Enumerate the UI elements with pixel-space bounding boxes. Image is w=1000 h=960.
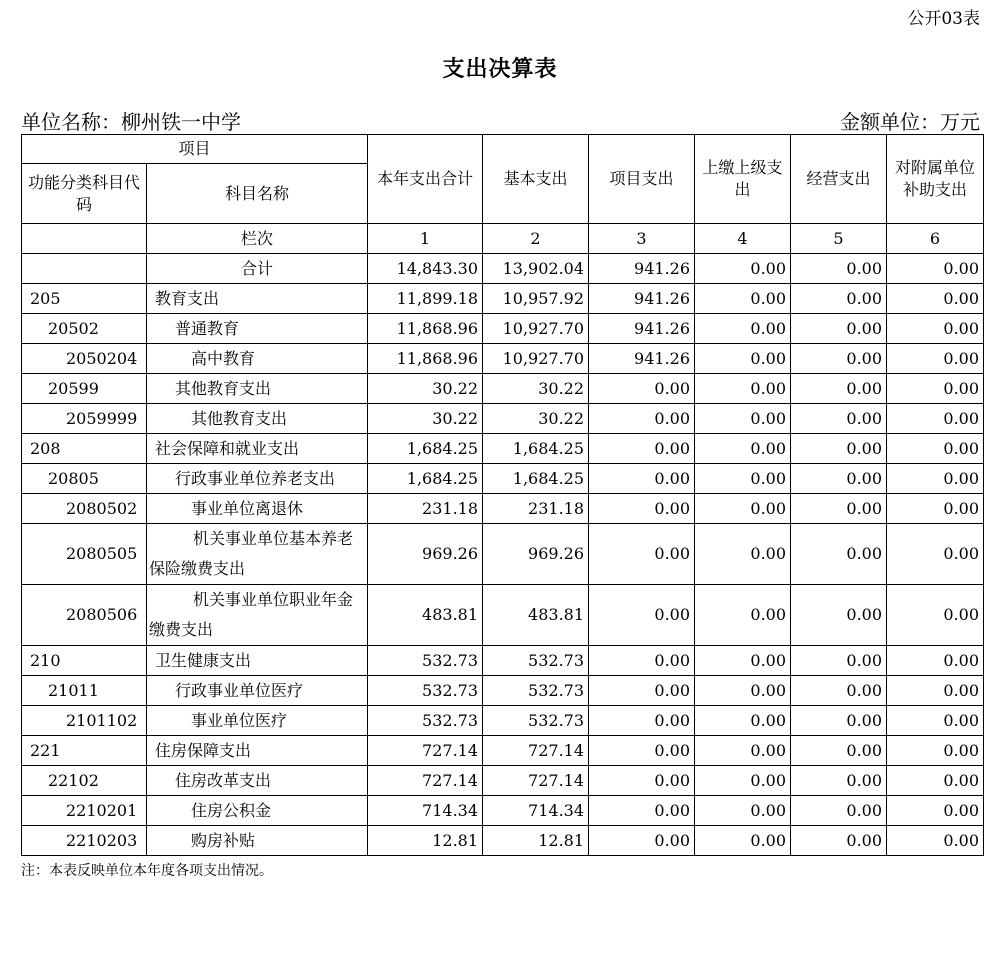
table-row [22, 284, 984, 314]
row-value-col-3: 0.00 [589, 706, 695, 736]
row-code: 2080506 [22, 585, 147, 646]
table-row [22, 434, 984, 464]
row-value-col-3: 0.00 [589, 404, 695, 434]
row-value-col-2: 969.26 [483, 524, 589, 585]
header-code: 功能分类科目代码 [22, 164, 147, 224]
row-value-col-2: 727.14 [483, 736, 589, 766]
header-project: 项目 [22, 135, 368, 164]
row-name: 其他教育支出 [147, 404, 368, 434]
row-value-col-6: 0.00 [887, 494, 984, 524]
row-name: 高中教育 [147, 344, 368, 374]
header-col-5: 经营支出 [791, 135, 887, 224]
row-value-col-1: 30.22 [368, 374, 483, 404]
index-6: 6 [887, 224, 984, 254]
row-value-col-4: 0.00 [695, 585, 791, 646]
row-value-col-6: 0.00 [887, 254, 984, 284]
row-code: 21011 [22, 676, 147, 706]
row-name: 教育支出 [147, 284, 368, 314]
header-col-4: 上缴上级支出 [695, 135, 791, 224]
row-value-col-2: 10,927.70 [483, 314, 589, 344]
row-value-col-6: 0.00 [887, 524, 984, 585]
header-name: 科目名称 [147, 164, 368, 224]
header-col-6: 对附属单位补助支出 [887, 135, 984, 224]
row-code: 2050204 [22, 344, 147, 374]
row-value-col-3: 0.00 [589, 826, 695, 856]
index-label: 栏次 [147, 224, 368, 254]
row-value-col-6: 0.00 [887, 464, 984, 494]
row-code: 2210201 [22, 796, 147, 826]
row-value-col-5: 0.00 [791, 374, 887, 404]
row-value-col-5: 0.00 [791, 585, 887, 646]
row-value-col-6: 0.00 [887, 344, 984, 374]
row-code: 2080505 [22, 524, 147, 585]
row-value-col-2: 532.73 [483, 706, 589, 736]
row-value-col-5: 0.00 [791, 254, 887, 284]
row-value-col-4: 0.00 [695, 434, 791, 464]
row-value-col-5: 0.00 [791, 284, 887, 314]
row-value-col-3: 0.00 [589, 646, 695, 676]
row-code: 210 [22, 646, 147, 676]
row-value-col-2: 714.34 [483, 796, 589, 826]
table-row [22, 706, 984, 736]
row-value-col-1: 14,843.30 [368, 254, 483, 284]
row-value-col-2: 231.18 [483, 494, 589, 524]
row-value-col-1: 12.81 [368, 826, 483, 856]
row-value-col-1: 532.73 [368, 676, 483, 706]
row-value-col-5: 0.00 [791, 736, 887, 766]
row-value-col-3: 0.00 [589, 736, 695, 766]
row-value-col-6: 0.00 [887, 736, 984, 766]
row-value-col-1: 11,868.96 [368, 344, 483, 374]
row-value-col-2: 483.81 [483, 585, 589, 646]
row-value-col-3: 0.00 [589, 494, 695, 524]
row-value-col-4: 0.00 [695, 284, 791, 314]
table-row [22, 646, 984, 676]
amount-unit: 金额单位：万元 [840, 110, 980, 134]
table-row [22, 314, 984, 344]
row-value-col-2: 30.22 [483, 404, 589, 434]
row-value-col-2: 727.14 [483, 766, 589, 796]
row-value-col-1: 1,684.25 [368, 464, 483, 494]
row-value-col-3: 0.00 [589, 676, 695, 706]
row-value-col-6: 0.00 [887, 676, 984, 706]
row-value-col-5: 0.00 [791, 464, 887, 494]
row-value-col-2: 10,957.92 [483, 284, 589, 314]
table-row [22, 796, 984, 826]
table-row [22, 464, 984, 494]
row-value-col-1: 532.73 [368, 646, 483, 676]
row-value-col-5: 0.00 [791, 524, 887, 585]
row-value-col-3: 0.00 [589, 766, 695, 796]
row-value-col-1: 714.34 [368, 796, 483, 826]
table-row [22, 494, 984, 524]
table-row [22, 766, 984, 796]
row-value-col-1: 532.73 [368, 706, 483, 736]
row-value-col-1: 11,899.18 [368, 284, 483, 314]
row-value-col-1: 1,684.25 [368, 434, 483, 464]
row-value-col-5: 0.00 [791, 646, 887, 676]
table-row [22, 585, 984, 646]
row-value-col-6: 0.00 [887, 585, 984, 646]
row-value-col-4: 0.00 [695, 676, 791, 706]
row-value-col-3: 0.00 [589, 434, 695, 464]
row-value-col-5: 0.00 [791, 706, 887, 736]
row-value-col-5: 0.00 [791, 494, 887, 524]
row-value-col-2: 13,902.04 [483, 254, 589, 284]
index-empty [22, 224, 147, 254]
row-value-col-6: 0.00 [887, 434, 984, 464]
row-value-col-3: 941.26 [589, 314, 695, 344]
row-value-col-6: 0.00 [887, 826, 984, 856]
row-value-col-6: 0.00 [887, 314, 984, 344]
row-value-col-2: 1,684.25 [483, 434, 589, 464]
index-3: 3 [589, 224, 695, 254]
row-value-col-5: 0.00 [791, 766, 887, 796]
row-value-col-6: 0.00 [887, 796, 984, 826]
row-value-col-6: 0.00 [887, 284, 984, 314]
row-value-col-6: 0.00 [887, 706, 984, 736]
row-value-col-4: 0.00 [695, 374, 791, 404]
row-value-col-2: 532.73 [483, 646, 589, 676]
row-value-col-3: 0.00 [589, 796, 695, 826]
row-value-col-1: 727.14 [368, 736, 483, 766]
row-value-col-4: 0.00 [695, 826, 791, 856]
header-col-3: 项目支出 [589, 135, 695, 224]
row-value-col-3: 0.00 [589, 374, 695, 404]
row-name: 行政事业单位养老支出 [147, 464, 368, 494]
row-name: 事业单位离退休 [147, 494, 368, 524]
index-4: 4 [695, 224, 791, 254]
row-value-col-4: 0.00 [695, 344, 791, 374]
footnote: 注：本表反映单位本年度各项支出情况。 [21, 863, 273, 879]
row-code: 2101102 [22, 706, 147, 736]
row-name: 合计 [147, 254, 368, 284]
row-value-col-4: 0.00 [695, 524, 791, 585]
row-value-col-5: 0.00 [791, 344, 887, 374]
row-value-col-6: 0.00 [887, 766, 984, 796]
table-row [22, 254, 984, 284]
row-value-col-5: 0.00 [791, 826, 887, 856]
row-name: 机关事业单位职业年金缴费支出 [147, 585, 368, 646]
row-code: 20805 [22, 464, 147, 494]
unit-name: 单位名称：柳州铁一中学 [21, 110, 241, 134]
row-value-col-2: 12.81 [483, 826, 589, 856]
index-1: 1 [368, 224, 483, 254]
row-value-col-3: 0.00 [589, 464, 695, 494]
row-value-col-3: 0.00 [589, 524, 695, 585]
row-value-col-4: 0.00 [695, 494, 791, 524]
row-value-col-4: 0.00 [695, 254, 791, 284]
row-value-col-4: 0.00 [695, 314, 791, 344]
row-code [22, 254, 147, 284]
row-value-col-4: 0.00 [695, 706, 791, 736]
table-row [22, 736, 984, 766]
row-value-col-1: 727.14 [368, 766, 483, 796]
row-name: 社会保障和就业支出 [147, 434, 368, 464]
table-row [22, 676, 984, 706]
row-value-col-5: 0.00 [791, 676, 887, 706]
index-2: 2 [483, 224, 589, 254]
row-code: 208 [22, 434, 147, 464]
row-name: 住房公积金 [147, 796, 368, 826]
row-code: 2210203 [22, 826, 147, 856]
row-name: 卫生健康支出 [147, 646, 368, 676]
row-name: 住房保障支出 [147, 736, 368, 766]
row-name: 其他教育支出 [147, 374, 368, 404]
row-value-col-4: 0.00 [695, 796, 791, 826]
row-name: 住房改革支出 [147, 766, 368, 796]
row-name: 行政事业单位医疗 [147, 676, 368, 706]
row-value-col-2: 1,684.25 [483, 464, 589, 494]
row-value-col-4: 0.00 [695, 464, 791, 494]
table-row [22, 826, 984, 856]
row-name: 机关事业单位基本养老保险缴费支出 [147, 524, 368, 585]
row-code: 20502 [22, 314, 147, 344]
header-col-1: 本年支出合计 [368, 135, 483, 224]
row-value-col-4: 0.00 [695, 646, 791, 676]
row-code: 22102 [22, 766, 147, 796]
row-value-col-1: 483.81 [368, 585, 483, 646]
row-value-col-1: 11,868.96 [368, 314, 483, 344]
table-row [22, 404, 984, 434]
row-value-col-1: 231.18 [368, 494, 483, 524]
form-number: 公开03表 [907, 9, 980, 29]
row-code: 205 [22, 284, 147, 314]
row-code: 2059999 [22, 404, 147, 434]
row-value-col-6: 0.00 [887, 404, 984, 434]
row-value-col-1: 969.26 [368, 524, 483, 585]
row-code: 221 [22, 736, 147, 766]
row-value-col-2: 10,927.70 [483, 344, 589, 374]
row-code: 20599 [22, 374, 147, 404]
row-value-col-3: 941.26 [589, 254, 695, 284]
row-value-col-1: 30.22 [368, 404, 483, 434]
row-value-col-6: 0.00 [887, 374, 984, 404]
row-value-col-2: 30.22 [483, 374, 589, 404]
row-value-col-2: 532.73 [483, 676, 589, 706]
row-value-col-3: 941.26 [589, 284, 695, 314]
row-value-col-3: 0.00 [589, 585, 695, 646]
index-5: 5 [791, 224, 887, 254]
row-value-col-5: 0.00 [791, 404, 887, 434]
row-name: 普通教育 [147, 314, 368, 344]
row-value-col-4: 0.00 [695, 766, 791, 796]
row-name: 事业单位医疗 [147, 706, 368, 736]
table-row [22, 344, 984, 374]
column-index-row [22, 224, 984, 254]
table-row [22, 524, 984, 585]
row-code: 2080502 [22, 494, 147, 524]
row-value-col-4: 0.00 [695, 736, 791, 766]
header-col-2: 基本支出 [483, 135, 589, 224]
row-value-col-6: 0.00 [887, 646, 984, 676]
page-title: 支出决算表 [442, 56, 558, 82]
row-value-col-5: 0.00 [791, 434, 887, 464]
row-value-col-5: 0.00 [791, 314, 887, 344]
row-name: 购房补贴 [147, 826, 368, 856]
expenditure-table [21, 134, 984, 856]
row-value-col-5: 0.00 [791, 796, 887, 826]
row-value-col-3: 941.26 [589, 344, 695, 374]
table-row [22, 374, 984, 404]
row-value-col-4: 0.00 [695, 404, 791, 434]
